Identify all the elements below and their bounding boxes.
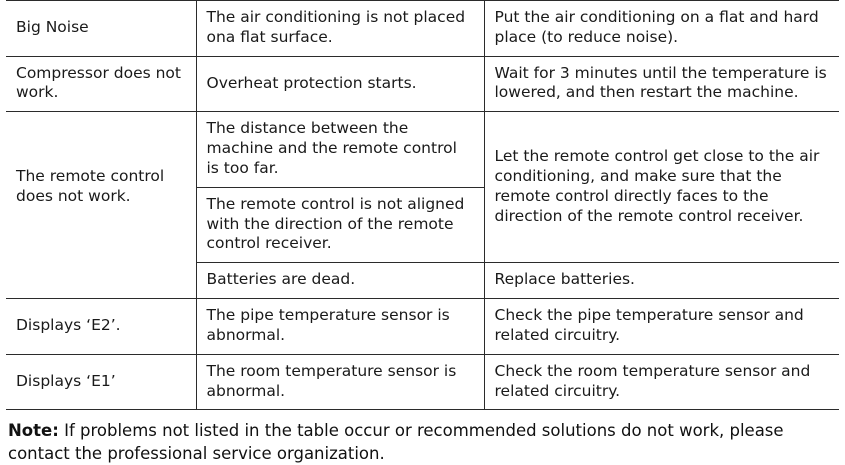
table-row (6, 1, 839, 57)
note-label: Note: (8, 421, 59, 441)
symptom-cell: The remote control does not work. (6, 112, 196, 263)
table-row (6, 263, 839, 299)
cause-cell: The pipe temperature sensor is abnormal. (196, 299, 484, 355)
table-row (6, 56, 839, 112)
solution-cell: Check the pipe temperature sensor and related circuitry. (484, 299, 839, 355)
solution-cell: Wait for 3 minutes until the temperature is lowered, and then restart the machine. (484, 56, 839, 112)
cause-cell: Overheat protection starts. (196, 56, 484, 112)
note-paragraph (8, 420, 837, 464)
cause-cell: The distance between the machine and the remote control is too far. (196, 112, 484, 187)
table-row (6, 299, 839, 355)
symptom-cell: Compressor does not work. (6, 56, 196, 112)
symptom-cell-continued (6, 263, 196, 299)
note-text: If problems not listed in the table occur or recommended solutions do not work, please contact the professional service organization. (8, 421, 784, 463)
cause-cell: Batteries are dead. (196, 263, 484, 299)
cause-cell: The remote control is not aligned with the direction of the remote control receiver. (196, 187, 484, 262)
solution-cell: Check the room temperature sensor and related circuitry. (484, 354, 839, 410)
symptom-cell: Big Noise (6, 1, 196, 57)
solution-cell: Let the remote control get close to the air conditioning, and make sure that the remote control directly faces to the direction of the remote control receiver. (484, 112, 839, 263)
symptom-cell: Displays ‘E2’. (6, 299, 196, 355)
table-row (6, 354, 839, 410)
solution-cell: Put the air conditioning on a flat and hard place (to reduce noise). (484, 1, 839, 57)
cause-cell: The room temperature sensor is abnormal. (196, 354, 484, 410)
symptom-cell: Displays ‘E1’ (6, 354, 196, 410)
troubleshooting-table (6, 0, 839, 410)
cause-cell: The air conditioning is not placed ona flat surface. (196, 1, 484, 57)
table-row (6, 112, 839, 187)
solution-cell: Replace batteries. (484, 263, 839, 299)
